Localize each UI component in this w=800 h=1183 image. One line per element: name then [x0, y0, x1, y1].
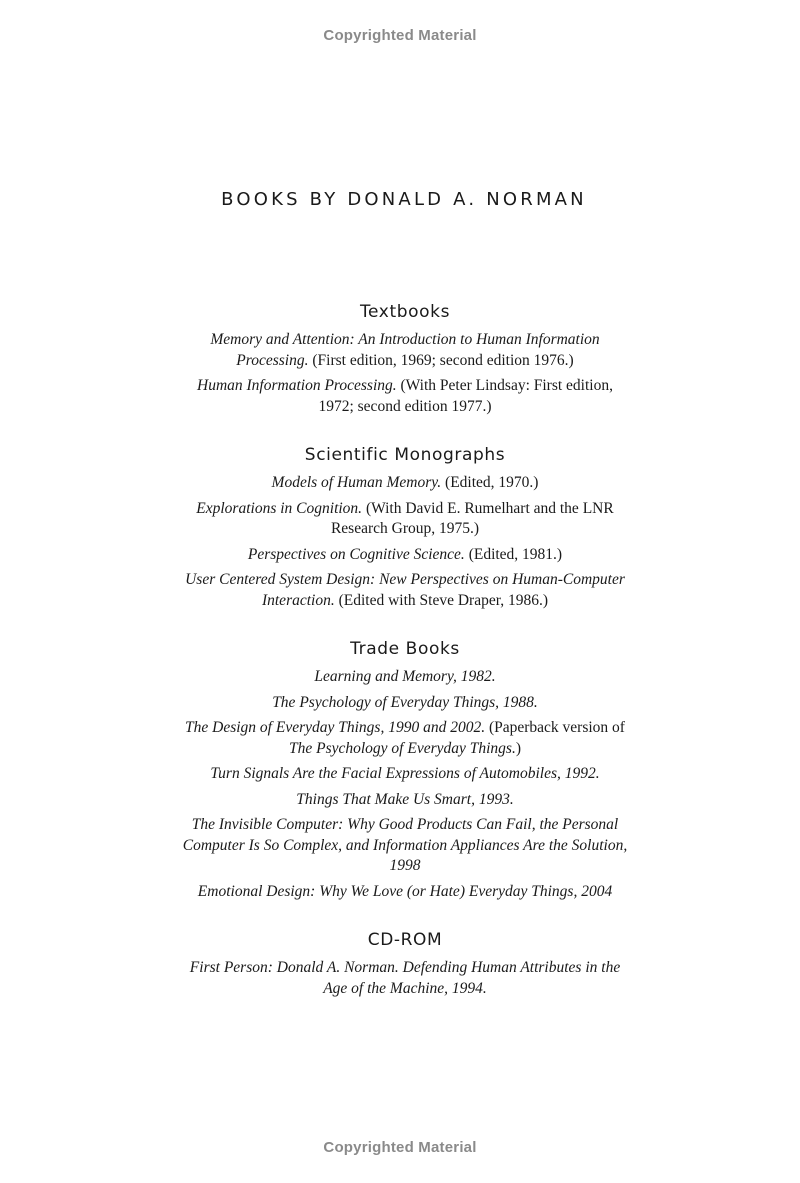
book-title: The Invisible Computer: Why Good Products Can Fail, the Personal Computer Is So Complex, and Information Appliances Are the Solution, 1998 — [182, 816, 628, 874]
book-entry — [180, 882, 630, 903]
book-entry — [180, 545, 630, 566]
book-entry — [180, 667, 630, 688]
book-title: First Person: Donald A. Norman. Defending Human Attributes in the Age of the Machine, 1994. — [189, 959, 621, 997]
watermark-top: Copyrighted Material — [323, 27, 477, 44]
section-trade-books — [180, 637, 630, 902]
book-entry — [180, 693, 630, 714]
book-title: The Psychology of Everyday Things, 1988. — [272, 693, 538, 711]
section-heading: Trade Books — [350, 639, 460, 659]
book-note-close: ) — [515, 739, 522, 757]
book-entry — [180, 330, 630, 371]
section-textbooks — [180, 300, 630, 417]
book-title: Perspectives on Cognitive Science. — [247, 545, 465, 563]
book-entry — [180, 499, 630, 540]
page-title: BOOKS BY DONALD A. NORMAN — [221, 189, 587, 210]
book-note: (With Peter Lindsay: First edition, 1972; second edition 1977.) — [318, 377, 613, 415]
section-heading: Scientific Monographs — [304, 445, 506, 465]
section-cd-rom — [180, 928, 630, 999]
book-entry — [180, 958, 630, 999]
book-title: Turn Signals Are the Facial Expressions of Automobiles, 1992. — [210, 765, 600, 782]
book-title: Memory and Attention: An Introduction to Human Information Processing. — [210, 331, 600, 369]
book-title: Explorations in Cognition. — [196, 499, 363, 517]
book-entry — [180, 764, 630, 785]
book-title: Things That Make Us Smart, 1993. — [296, 790, 514, 808]
book-title: Models of Human Memory. — [271, 474, 442, 491]
book-note: (Edited, 1981.) — [468, 545, 563, 563]
book-entry — [180, 815, 630, 877]
book-list — [180, 300, 630, 1025]
book-title-secondary: The Psychology of Everyday Things. — [288, 739, 516, 757]
book-entry — [180, 718, 630, 759]
book-title: User Centered System Design: New Perspectives on Human-Computer Interaction. — [185, 571, 625, 609]
book-note: (With David E. Rumelhart and the LNR Research Group, 1975.) — [330, 499, 614, 537]
book-note: (Edited, 1970.) — [445, 474, 539, 491]
section-heading: CD-ROM — [367, 930, 443, 950]
book-note: (Paperback version of — [488, 719, 625, 736]
book-title: The Design of Everyday Things, 1990 and 2002. — [185, 719, 486, 736]
watermark-bottom: Copyrighted Material — [323, 1139, 477, 1156]
section-heading: Textbooks — [359, 302, 451, 322]
book-title: Human Information Processing. — [197, 377, 397, 394]
book-entry — [180, 473, 630, 494]
book-title: Emotional Design: Why We Love (or Hate) Everyday Things, 2004 — [197, 882, 613, 900]
section-scientific-monographs — [180, 443, 630, 611]
book-note: (First edition, 1969; second edition 1976.) — [312, 351, 574, 369]
book-note: (Edited with Steve Draper, 1986.) — [338, 591, 549, 609]
book-title: Learning and Memory, 1982. — [314, 668, 496, 685]
book-entry — [180, 790, 630, 811]
book-entry — [180, 376, 630, 417]
book-entry — [180, 570, 630, 611]
